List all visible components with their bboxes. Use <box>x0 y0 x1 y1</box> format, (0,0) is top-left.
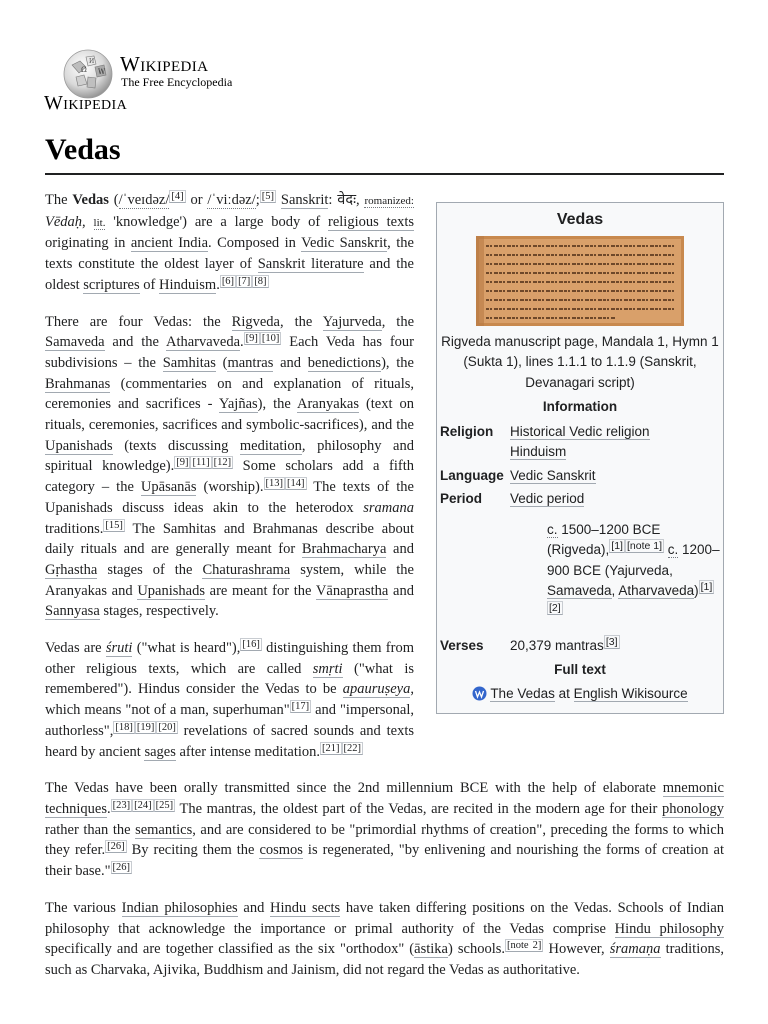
citation-link[interactable]: [4] <box>171 191 184 202</box>
text-run: , philosophy and spiritual knowledge). <box>45 437 414 475</box>
article-link[interactable]: Yajñas <box>218 396 258 413</box>
text-run: Some scholars add a fifth category – the <box>45 458 414 496</box>
site-header <box>44 44 264 116</box>
article-link[interactable]: Sannyasa <box>45 603 100 620</box>
article-link[interactable]: Sanskrit <box>280 192 329 208</box>
text-run: ("what is heard"), <box>132 640 241 657</box>
wikipedia-tagline: The Free Encyclopedia <box>121 75 233 89</box>
infobox-row-period <box>440 489 720 510</box>
text-run: and the oldest <box>45 256 414 293</box>
title-divider <box>45 173 724 175</box>
article-link[interactable]: cosmos <box>259 842 303 859</box>
infobox-label-verses: Verses <box>440 638 484 653</box>
text-run: . <box>107 800 111 817</box>
text-run: The <box>45 192 73 208</box>
article-link[interactable]: Hinduism <box>158 276 217 293</box>
text-run: There are four Vedas: the <box>45 313 232 330</box>
text-run: and <box>386 541 414 558</box>
article-link[interactable]: Samaveda <box>45 334 105 351</box>
text-run: (commentaries on and explanation of rituals, ceremonies and sacrifices - <box>45 375 414 413</box>
citation-link[interactable]: [9] <box>245 333 258 345</box>
article-link[interactable]: Brahmanas <box>45 375 111 392</box>
text-run: ) <box>694 583 699 598</box>
text-run: and <box>388 582 414 599</box>
citation-link[interactable]: [note 2] <box>507 940 542 952</box>
text-run: ), the <box>381 354 414 371</box>
text-run: originating in <box>45 235 131 252</box>
citation-link[interactable]: [10] <box>261 333 280 345</box>
paragraph-oral-transmission <box>45 778 724 882</box>
article-link[interactable]: meditation <box>239 437 302 454</box>
article-link[interactable]: āstika <box>414 941 448 958</box>
text-run: (text on rituals, ceremonies, sacrifices and symbolic-sacrifices), and the <box>45 396 414 434</box>
article-link[interactable]: phonology <box>661 800 724 817</box>
bold-term: Vedas <box>72 192 109 208</box>
article-link[interactable]: mantras <box>227 354 274 371</box>
text-run: distinguishing them from other religious texts, which are called <box>45 640 414 677</box>
pronunciation-link[interactable]: c. <box>667 542 679 557</box>
text-run: The Samhitas and Brahmanas describe about daily rituals and are generally meant for <box>45 520 414 558</box>
article-link[interactable]: Samhitas <box>162 354 216 371</box>
pronunciation-link[interactable]: /ˈviːdəz/ <box>207 192 256 208</box>
wikipedia-wordmark[interactable]: Wikipedia <box>120 52 209 76</box>
article-link[interactable]: smṛti <box>312 660 343 677</box>
infobox <box>436 202 724 714</box>
abbreviation-link[interactable]: romanized: <box>364 195 414 207</box>
svg-text:W: W <box>98 68 106 76</box>
text-run: ), the <box>257 396 297 413</box>
infobox-image-caption: Rigveda manuscript page, Mandala 1, Hymn 1 (Sukta 1), lines 1.1.1 to 1.1.9 (Sanskrit, Devanagari script) <box>441 333 719 390</box>
text-run: is regenerated, "by enlivening and nourishing the forms of creation at their base." <box>45 842 725 880</box>
infobox-title: Vedas <box>556 211 604 228</box>
citation-link[interactable]: [17] <box>291 701 310 713</box>
citation-link[interactable]: [note 1] <box>626 540 662 552</box>
article-link[interactable]: apauruṣeya <box>342 681 411 698</box>
svg-text:И: И <box>89 58 95 65</box>
infobox-label-period: Period <box>440 491 483 506</box>
infobox-link-historical-vedic-religion[interactable]: Historical Vedic religion <box>510 423 650 439</box>
infobox-row-language <box>440 466 720 487</box>
text-run: or <box>185 192 208 208</box>
citation-link[interactable]: [24] <box>134 799 152 811</box>
citation-link[interactable]: [13] <box>265 478 283 490</box>
article-link[interactable]: śruti <box>105 640 133 657</box>
wikisource-icon <box>472 686 487 701</box>
article-link[interactable]: benedictions <box>307 354 382 371</box>
article-link[interactable]: Samaveda <box>547 583 612 598</box>
text-run: . <box>240 334 244 351</box>
article-link[interactable]: Upanishads <box>137 582 205 599</box>
italic-term: sramana <box>363 499 414 516</box>
text-run: Vedas are <box>45 640 106 657</box>
article-link[interactable]: Vānaprastha <box>315 582 389 599</box>
text-run: rather than the <box>45 821 136 838</box>
article-link[interactable]: ancient India <box>130 235 209 252</box>
text-run: , and are considered to be "primordial rhythms of creation", preceding the forms to which they refer. <box>45 821 724 859</box>
infobox-wikisource-line <box>440 684 720 705</box>
text-run: 1200–900 BCE (Yajurveda, <box>547 542 720 578</box>
text-run: ; <box>255 192 260 208</box>
article-link[interactable]: religious texts <box>328 213 414 230</box>
article-link[interactable]: semantics <box>135 821 193 838</box>
infobox-period-detail <box>440 520 720 623</box>
text-run: The mantras, the oldest part of the Vedas, are recited in the modern age for their <box>175 800 662 817</box>
text-run: ( <box>108 192 119 208</box>
text-run: (texts discussing <box>112 437 240 454</box>
paragraph-philosophies <box>45 898 724 981</box>
abbreviation-link[interactable]: lit. <box>93 216 106 229</box>
text-run: at <box>554 686 574 701</box>
infobox-link-vedic-period[interactable]: Vedic period <box>510 491 585 506</box>
citation-link[interactable]: [2] <box>549 601 561 614</box>
infobox-row-verses <box>440 636 720 657</box>
citation-link[interactable]: [21] <box>322 742 340 754</box>
text-run: , <box>611 583 619 598</box>
text-run: , <box>82 213 94 230</box>
article-link[interactable]: Hindu sects <box>270 899 341 916</box>
text-run: (worship). <box>196 479 264 496</box>
citation-link[interactable]: [1] <box>700 581 713 593</box>
text-run: after intense meditation. <box>175 743 321 760</box>
text-run: stages of the <box>97 561 203 578</box>
article-link[interactable]: Upanishads <box>45 437 113 454</box>
article-link[interactable]: Sanskrit literature <box>257 256 364 273</box>
article-link[interactable]: Gṛhastha <box>45 561 98 578</box>
article-link[interactable]: Rigveda <box>231 313 280 330</box>
citation-link[interactable]: [1] <box>611 540 623 552</box>
text-run: specifically and are together classified as the six "orthodox" ( <box>45 941 415 958</box>
text-run: The various <box>45 899 122 916</box>
text-run: 'knowledge') are a large body of <box>105 213 329 230</box>
article-link[interactable]: Atharvaveda <box>165 334 241 351</box>
text-run: By reciting them the <box>126 842 260 859</box>
article-link[interactable]: The Vedas <box>490 686 555 701</box>
citation-link[interactable]: [12] <box>213 457 232 469</box>
citation-link[interactable]: [3] <box>605 636 618 648</box>
citation-link[interactable]: [5] <box>261 191 275 202</box>
citation-link[interactable]: [7] <box>238 275 251 287</box>
page-title: Vedas <box>45 133 121 166</box>
citation-link[interactable]: [18] <box>115 721 133 733</box>
citation-link[interactable]: [14] <box>287 478 305 490</box>
citation-link[interactable]: [22] <box>343 742 362 754</box>
text-run: and <box>273 354 308 371</box>
text-run: , the <box>279 313 323 330</box>
pronunciation-link[interactable]: /ˈveɪdəz/ <box>118 192 170 208</box>
citation-link[interactable]: [9] <box>176 457 189 469</box>
text-run: The Vedas have been orally transmitted since the 2nd millennium BCE with the help of elaborate <box>45 780 663 797</box>
text-run: of <box>139 276 159 293</box>
text-run: Each Veda has four subdivisions – the <box>45 334 414 371</box>
svg-text:Ω: Ω <box>81 66 87 74</box>
citation-link[interactable]: [20] <box>158 721 176 733</box>
text-run: have taken differing positions on the Vedas. Schools of Indian philosophy that acknowledge the importance or primal authority of the Vedas comprise <box>45 899 725 937</box>
text-run: . <box>216 276 220 293</box>
article-link[interactable]: Upāsanās <box>140 479 197 496</box>
text-run: ( <box>215 354 228 371</box>
text-run: , which means "not of a man, superhuman" <box>45 681 414 719</box>
infobox-link-hinduism[interactable]: Hinduism <box>510 444 567 459</box>
text-run: However, <box>543 941 610 958</box>
article-link[interactable]: Atharvaveda <box>618 583 695 598</box>
text-run: stages, respectively. <box>99 603 219 620</box>
article-link[interactable]: Chaturashrama <box>202 561 291 578</box>
infobox-section-information: Information <box>542 399 618 414</box>
citation-link[interactable]: [25] <box>155 799 174 811</box>
citation-link[interactable]: [16] <box>242 639 260 651</box>
text-run: 1500–1200 BCE (Rigveda), <box>547 521 661 557</box>
article-link[interactable]: mnemonic techniques <box>45 780 724 817</box>
text-run: system, while the Aranyakas and <box>45 561 414 599</box>
text-run: . Composed in <box>208 235 302 252</box>
infobox-link-vedic-sanskrit[interactable]: Vedic Sanskrit <box>510 467 596 483</box>
article-link[interactable]: English Wikisource <box>573 686 688 701</box>
text-run: , the texts constitute the oldest layer of <box>45 235 414 273</box>
infobox-row-religion <box>440 422 720 463</box>
citation-link[interactable]: [15] <box>105 519 123 531</box>
article-content <box>45 190 724 997</box>
text-run: are meant for the <box>204 582 316 599</box>
citation-link[interactable]: [23] <box>112 799 131 811</box>
text-run: ) schools. <box>447 941 505 958</box>
text-run: revelations of sacred sounds and texts heard by ancient <box>45 722 414 760</box>
wikipedia-wordmark-secondary: Wikipedia <box>44 92 128 114</box>
text-run: ("what is remembered"). Hindus consider the Vedas to be <box>45 660 414 698</box>
wikisource-text <box>490 686 687 702</box>
citation-link[interactable]: [26] <box>112 862 131 874</box>
text-run: The texts of the Upanishads discuss ideas akin to the heterodox <box>45 479 414 516</box>
text-run: and "impersonal, authorless", <box>45 702 414 739</box>
italic-term: Vēdaḥ <box>45 213 83 230</box>
citation-link[interactable]: [26] <box>107 841 125 853</box>
article-link[interactable]: Yajurveda <box>322 313 382 330</box>
pronunciation-link[interactable]: c. <box>547 521 558 537</box>
text-run: and the <box>104 334 166 351</box>
text-run: traditions, such as Charvaka, Ajivika, Buddhism and Jainism, did not regard the Vedas as authoritative. <box>45 941 724 978</box>
text-run: traditions. <box>45 520 104 537</box>
article-link[interactable]: sages <box>144 743 176 760</box>
rigveda-manuscript-image[interactable] <box>476 236 684 326</box>
infobox-label-religion: Religion <box>440 423 494 439</box>
text-run: : वेदः, <box>328 192 365 208</box>
citation-link[interactable]: [19] <box>136 721 155 733</box>
citation-link[interactable]: [8] <box>254 275 267 287</box>
article-link[interactable]: Brahmacharya <box>301 541 387 558</box>
citation-link[interactable]: [11] <box>192 457 210 469</box>
infobox-verses-value: 20,379 mantras <box>510 638 604 653</box>
article-link[interactable]: Vedic Sanskrit <box>301 235 388 252</box>
article-link[interactable]: Hindu philosophy <box>614 920 724 937</box>
text-run: , the <box>381 313 415 330</box>
text-run: and <box>237 899 271 916</box>
citation-link[interactable]: [6] <box>221 275 235 287</box>
article-link[interactable]: scriptures <box>83 276 140 293</box>
article-link[interactable]: Aranyakas <box>296 396 359 413</box>
article-link[interactable]: Indian philosophies <box>121 899 238 916</box>
article-link[interactable]: śramaṇa <box>609 941 661 958</box>
infobox-section-full-text: Full text <box>554 661 606 677</box>
infobox-label-language: Language <box>440 467 504 483</box>
